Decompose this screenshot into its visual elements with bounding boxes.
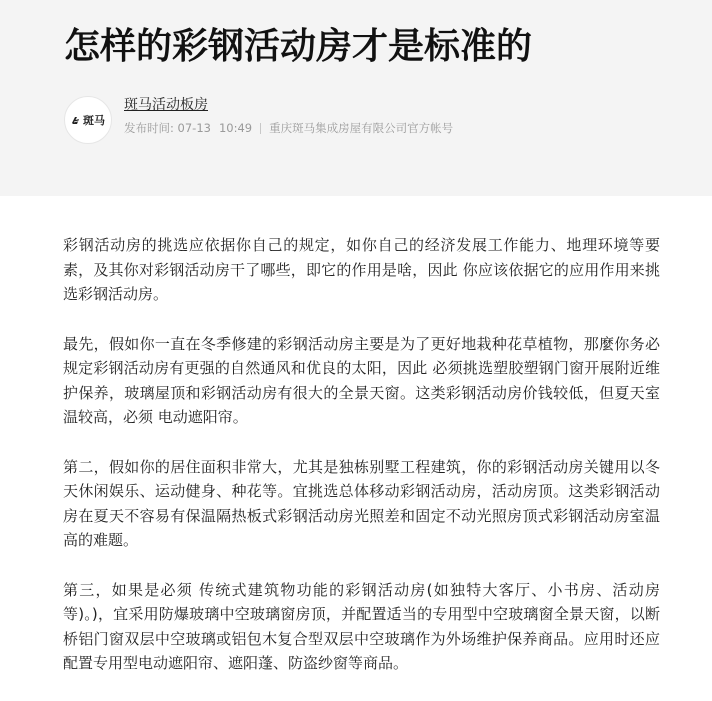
article-body [63, 233, 660, 701]
zebra-mark-icon [71, 115, 82, 126]
paragraph-2: 最先，假如你一直在冬季修建的彩钢活动房主要是为了更好地栽种花草植物，那麼你务必规定彩钢活动房有更强的自然通风和优良的太阳，因此 必须挑选塑胶塑钢门窗开展附近维护保养，玻璃屋顶和彩钢活动房有很大的全景天窗。这类彩钢活动房价钱较低，但夏天室温较高，必须 电动遮阳帘。 [63, 334, 660, 426]
article-header [0, 0, 712, 196]
avatar-brand-text: 斑马 [83, 114, 105, 127]
zebra-logo [71, 112, 105, 128]
article-meta [124, 120, 453, 136]
author-avatar[interactable] [64, 96, 112, 144]
article-title: 怎样的彩钢活动房才是标准的 [64, 26, 533, 67]
publish-time: 10:49 [218, 121, 253, 135]
paragraph-1: 彩钢活动房的挑选应依据你自己的规定，如你自己的经济发展工作能力、地理环境等要素，及其你对彩钢活动房干了哪些，即它的作用是啥，因此 你应该依据它的应用作用来挑选彩钢活动房。 [63, 236, 660, 303]
account-info: 重庆斑马集成房屋有限公司官方帐号 [269, 121, 454, 135]
paragraph-3: 第二，假如你的居住面积非常大，尤其是独栋别墅工程建筑，你的彩钢活动房关键用以冬天休闲娱乐、运动健身、种花等。宜挑选总体移动彩钢活动房，活动房顶。这类彩钢活动房在夏天不容易有保温隔热板式彩钢活动房光照差和固定不动光照房顶式彩钢活动房室温高的难题。 [63, 457, 660, 549]
paragraph-4: 第三，如果是必须 传统式建筑物功能的彩钢活动房(如独特大客厅、小书房、活动房等)。)，宜采用防爆玻璃中空玻璃窗房顶，并配置适当的专用型中空玻璃窗全景天窗，以断桥铝门窗双层中空玻璃或铝包木复合型双层中空玻璃作为外场维护保养商品。应用时还应配置专用型电动遮阳帘、遮阳蓬、防盗纱窗等商品。 [63, 580, 660, 672]
meta-divider [260, 123, 261, 134]
publish-date: 发布时间: 07-13 [124, 121, 211, 135]
author-name-link[interactable]: 斑马活动板房 [124, 97, 208, 113]
